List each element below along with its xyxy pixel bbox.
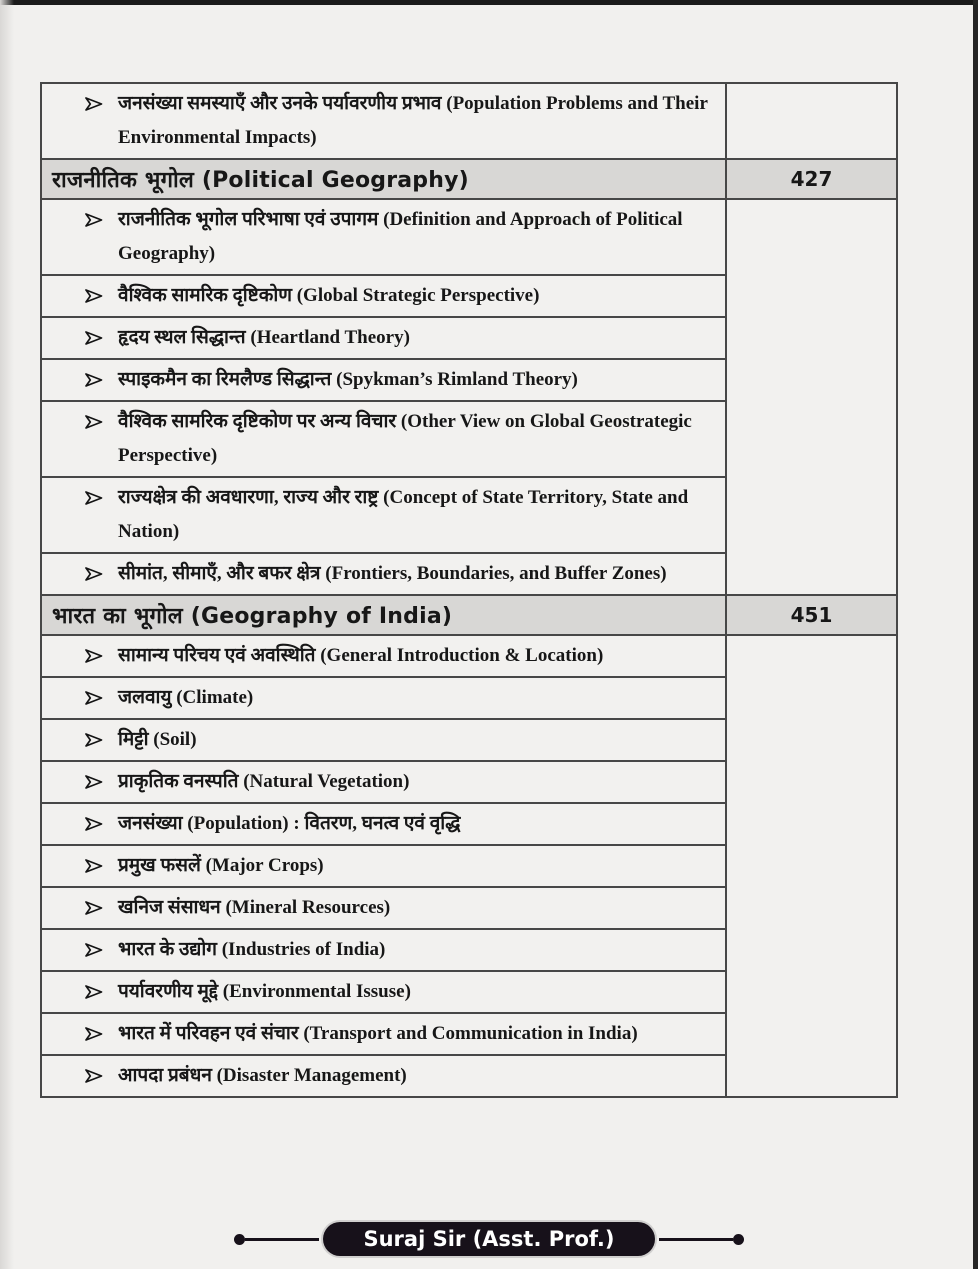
toc-item <box>42 849 717 883</box>
toc-item <box>42 681 717 715</box>
footer-decoration <box>0 1222 978 1256</box>
section-header-row <box>41 595 897 635</box>
toc-item-label: पर्यावरणीय मूद्दे (Environmental Issuse) <box>118 981 411 1002</box>
arrow-bullet-icon <box>84 1027 103 1041</box>
toc-item-cell <box>41 719 726 761</box>
toc-item <box>42 1059 717 1093</box>
toc-table <box>40 82 898 1098</box>
arrow-bullet-icon <box>84 373 103 387</box>
toc-item-row <box>41 635 897 677</box>
toc-item-cell <box>41 401 726 477</box>
section-page-number: 451 <box>726 595 897 635</box>
toc-item-cell <box>41 929 726 971</box>
toc-item <box>42 405 717 473</box>
toc-item-cell <box>41 677 726 719</box>
toc-item-row <box>41 83 897 159</box>
page-left-edge <box>0 0 14 1269</box>
page-number-column-cell <box>726 635 897 1097</box>
toc-item-label: वैश्विक सामरिक दृष्टिकोण (Global Strategic Perspective) <box>118 285 540 306</box>
toc-item <box>42 1017 717 1051</box>
toc-item <box>42 807 717 841</box>
section-title: राजनीतिक भूगोल (Political Geography) <box>41 159 726 199</box>
toc-item-cell <box>41 845 726 887</box>
arrow-bullet-icon <box>84 649 103 663</box>
toc-item <box>42 639 717 673</box>
arrow-bullet-icon <box>84 985 103 999</box>
toc-item-cell <box>41 635 726 677</box>
arrow-bullet-icon <box>84 213 103 227</box>
arrow-bullet-icon <box>84 817 103 831</box>
toc-item-cell <box>41 317 726 359</box>
toc-item-label: राज्यक्षेत्र की अवधारणा, राज्य और राष्ट्र (Concept of State Territory, State and Nation) <box>118 487 689 542</box>
page-number-column-cell <box>726 199 897 595</box>
toc-item-label: जलवायु (Climate) <box>118 687 254 708</box>
toc-item-label: प्राकृतिक वनस्पति (Natural Vegetation) <box>118 771 410 792</box>
toc-item-cell <box>41 761 726 803</box>
toc-item-label: राजनीतिक भूगोल परिभाषा एवं उपागम (Definition and Approach of Political Geography) <box>118 209 683 264</box>
footer-badge-label: Suraj Sir (Asst. Prof.) <box>363 1227 615 1251</box>
arrow-bullet-icon <box>84 491 103 505</box>
footer-right-dot-icon <box>733 1234 744 1245</box>
arrow-bullet-icon <box>84 567 103 581</box>
footer-right-line <box>659 1238 733 1241</box>
toc-item-cell <box>41 553 726 595</box>
toc-item <box>42 87 717 155</box>
toc-item-cell <box>41 275 726 317</box>
toc-item <box>42 481 717 549</box>
toc-item-label: मिट्टी (Soil) <box>118 729 197 750</box>
toc-item-label: जनसंख्या समस्याएँ और उनके पर्यावरणीय प्रभाव (Population Problems and Their Environmental Impacts) <box>118 93 708 148</box>
toc-item <box>42 557 717 591</box>
section-header-row <box>41 159 897 199</box>
toc-item <box>42 321 717 355</box>
toc-item-label: सीमांत, सीमाएँ, और बफर क्षेत्र (Frontiers, Boundaries, and Buffer Zones) <box>118 563 667 584</box>
arrow-bullet-icon <box>84 901 103 915</box>
arrow-bullet-icon <box>84 97 103 111</box>
toc-item-cell <box>41 199 726 275</box>
arrow-bullet-icon <box>84 691 103 705</box>
toc-item <box>42 723 717 757</box>
toc-item-cell <box>41 359 726 401</box>
toc-item-cell <box>41 83 726 159</box>
section-page-number: 427 <box>726 159 897 199</box>
toc-item-cell <box>41 477 726 553</box>
page-top-edge <box>0 0 978 5</box>
arrow-bullet-icon <box>84 733 103 747</box>
arrow-bullet-icon <box>84 331 103 345</box>
toc-item-cell <box>41 1055 726 1097</box>
footer-badge <box>323 1222 654 1256</box>
toc-item <box>42 975 717 1009</box>
arrow-bullet-icon <box>84 943 103 957</box>
toc-item-label: प्रमुख फसलें (Major Crops) <box>118 855 324 876</box>
toc-item-row <box>41 199 897 275</box>
arrow-bullet-icon <box>84 415 103 429</box>
toc-item-label: स्पाइकमैन का रिमलैण्ड सिद्धान्त (Spykman’s Rimland Theory) <box>118 369 578 390</box>
toc-item <box>42 203 717 271</box>
toc-item-label: आपदा प्रबंधन (Disaster Management) <box>118 1065 407 1086</box>
section-title: भारत का भूगोल (Geography of India) <box>41 595 726 635</box>
toc-item-label: भारत में परिवहन एवं संचार (Transport and Communication in India) <box>118 1023 638 1044</box>
footer-left-dot-icon <box>234 1234 245 1245</box>
arrow-bullet-icon <box>84 859 103 873</box>
page-number-column-cell <box>726 83 897 159</box>
toc-item-label: जनसंख्या (Population) : वितरण, घनत्व एवं वृद्धि <box>118 813 461 834</box>
footer-left-line <box>245 1238 319 1241</box>
toc-item-cell <box>41 1013 726 1055</box>
toc-item <box>42 891 717 925</box>
arrow-bullet-icon <box>84 1069 103 1083</box>
toc-item <box>42 765 717 799</box>
toc-item <box>42 363 717 397</box>
toc-item-label: भारत के उद्योग (Industries of India) <box>118 939 386 960</box>
page-right-edge <box>973 0 978 1269</box>
arrow-bullet-icon <box>84 775 103 789</box>
toc-item-label: सामान्य परिचय एवं अवस्थिति (General Introduction & Location) <box>118 645 604 666</box>
toc-item-label: खनिज संसाधन (Mineral Resources) <box>118 897 391 918</box>
toc-item-cell <box>41 971 726 1013</box>
toc-item-cell <box>41 887 726 929</box>
toc-item <box>42 279 717 313</box>
toc-item-label: वैश्विक सामरिक दृष्टिकोण पर अन्य विचार (Other View on Global Geostrategic Perspective) <box>118 411 692 466</box>
arrow-bullet-icon <box>84 289 103 303</box>
toc-item <box>42 933 717 967</box>
toc-item-label: हृदय स्थल सिद्धान्त (Heartland Theory) <box>118 327 410 348</box>
toc-item-cell <box>41 803 726 845</box>
